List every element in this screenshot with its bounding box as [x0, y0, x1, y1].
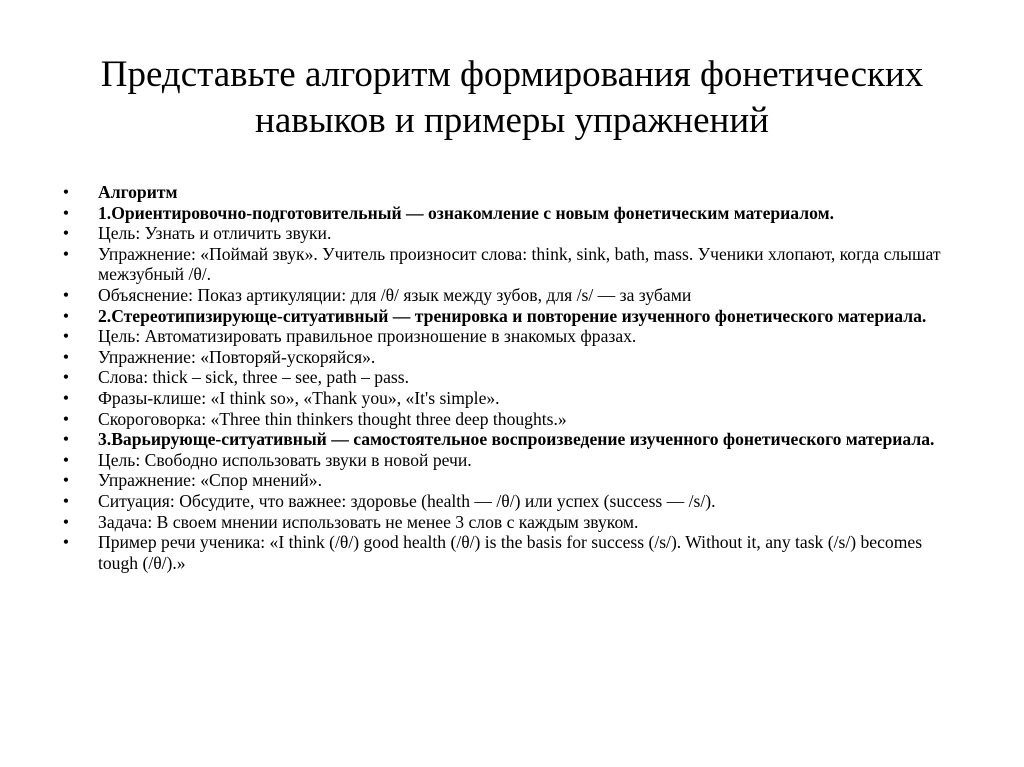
bullet-text: Задача: В своем мнении использовать не менее 3 слов с каждым звуком.: [98, 511, 639, 532]
bullet-text: 3.Варьирующе-ситуативный — самостоятельное воспроизведение изученного фонетического материала.: [98, 429, 935, 450]
bullet-text: Ситуация: Обсудите, что важнее: здоровье (health — /θ/) или успех (success — /s/).: [98, 490, 716, 511]
bullet-list: [60, 182, 960, 573]
bullet-item: [60, 285, 960, 306]
bullet-dot-icon: •: [62, 387, 70, 408]
bullet-item: [60, 347, 960, 368]
bullet-dot-icon: •: [62, 202, 70, 223]
bullet-item: [60, 429, 960, 450]
bullet-text: Пример речи ученика: «I think (/θ/) good health (/θ/) is the basis for success (/s/). Without it, any task (/s/) becomes tough (/θ/).»: [98, 532, 923, 573]
bullet-item: [60, 244, 960, 285]
bullet-dot-icon: •: [62, 490, 70, 511]
bullet-item: [60, 203, 960, 224]
bullet-item: [60, 470, 960, 491]
bullet-text: Слова: thick – sick, three – see, path – pass.: [98, 367, 409, 388]
bullet-dot-icon: •: [62, 449, 70, 470]
slide-title: [40, 52, 984, 144]
bullet-dot-icon: •: [62, 346, 70, 367]
bullet-text: 2.Стереотипизирующе-ситуативный — тренировка и повторение изученного фонетического материала.: [98, 305, 927, 326]
bullet-text: Фразы-клише: «I think so», «Thank you», «It's simple».: [98, 387, 500, 408]
bullet-dot-icon: •: [62, 243, 70, 264]
bullet-item: [60, 388, 960, 409]
bullet-item: [60, 491, 960, 512]
bullet-dot-icon: •: [62, 470, 70, 491]
bullet-text: Объяснение: Показ артикуляции: для /θ/ язык между зубов, для /s/ — за зубами: [98, 284, 692, 305]
bullet-item: [60, 409, 960, 430]
bullet-dot-icon: •: [62, 408, 70, 429]
bullet-text: Упражнение: «Поймай звук». Учитель произносит слова: think, sink, bath, mass. Ученики хлопают, когда слышат межзубный /θ/.: [98, 243, 941, 285]
bullet-text: Цель: Узнать и отличить звуки.: [98, 223, 332, 244]
bullet-item: [60, 326, 960, 347]
bullet-text: Упражнение: «Спор мнений».: [98, 470, 322, 491]
bullet-text: Цель: Автоматизировать правильное произношение в знакомых фразах.: [98, 326, 637, 347]
bullet-item: [60, 182, 960, 203]
bullet-item: [60, 532, 960, 573]
bullet-dot-icon: •: [62, 182, 70, 202]
slide-title-line-2: навыков и примеры упражнений: [255, 100, 769, 141]
slide-title-line-1: Представьте алгоритм формирования фонетических: [100, 54, 924, 95]
bullet-text: Упражнение: «Повторяй-ускоряйся».: [98, 346, 376, 367]
bullet-dot-icon: •: [62, 223, 70, 244]
bullet-dot-icon: •: [62, 367, 70, 388]
bullet-dot-icon: •: [62, 305, 70, 326]
bullet-item: [60, 306, 960, 327]
bullet-dot-icon: •: [62, 429, 70, 450]
bullet-item: [60, 223, 960, 244]
bullet-dot-icon: •: [62, 284, 70, 305]
bullet-text: Скороговорка: «Three thin thinkers thought three deep thoughts.»: [98, 408, 567, 429]
bullet-item: [60, 512, 960, 533]
bullet-item: [60, 367, 960, 388]
bullet-dot-icon: •: [62, 511, 70, 532]
bullet-text: Алгоритм: [98, 182, 178, 202]
bullet-text: Цель: Свободно использовать звуки в новой речи.: [98, 449, 472, 470]
bullet-dot-icon: •: [62, 326, 70, 347]
bullet-dot-icon: •: [62, 532, 70, 553]
bullet-item: [60, 450, 960, 471]
bullet-text: 1.Ориентировочно-подготовительный — ознакомление с новым фонетическим материалом.: [98, 202, 834, 223]
